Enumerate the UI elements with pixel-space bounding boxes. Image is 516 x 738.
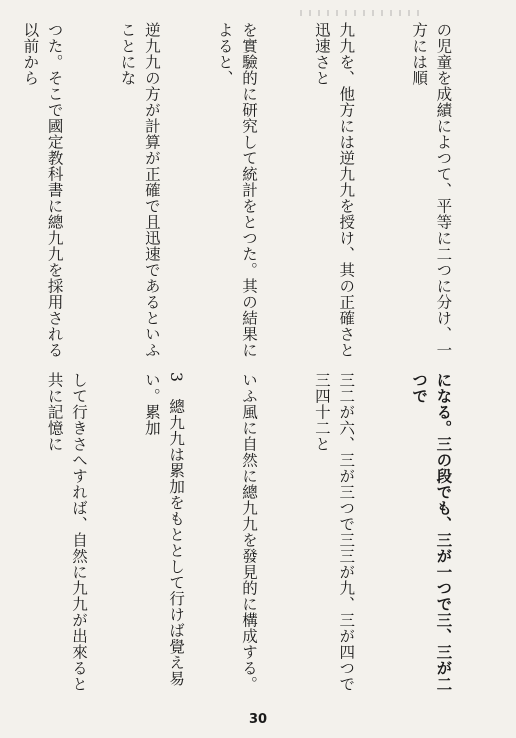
print-artifact — [300, 10, 420, 16]
text-line: いふ風に自然に總九九を發見的に構成する。 — [240, 372, 259, 692]
text-line: になる。三の段でも、三が一つで三、三が二つで — [410, 372, 454, 692]
text-line: 三二が六、三が三つで三三が九、三が四つで三四十二と — [312, 372, 356, 692]
top-text-section — [18, 22, 504, 358]
text-line: つた。そこで國定教科書に總九九を採用される以前から — [21, 22, 64, 358]
page-number: 30 — [248, 712, 268, 727]
text-line: 逆九九の方が計算が正確で且迅速であるといふことにな — [118, 22, 161, 358]
text-line: 九九を、他方には逆九九を授け、其の正確さと迅速さと — [312, 22, 356, 358]
text-line: の児童を成績によつて、平等に二つに分け、一方には順 — [410, 22, 453, 358]
text-line: 3 總九九は累加をもととして行けば覺え易い。累加 — [142, 372, 186, 687]
text-line: を實驗的に研究して統計をとつた。其の結果によると、 — [215, 22, 259, 358]
text-line: して行きさへすれば、自然に九九が出來ると共に記憶に — [45, 372, 88, 692]
bottom-text-section — [18, 372, 504, 697]
